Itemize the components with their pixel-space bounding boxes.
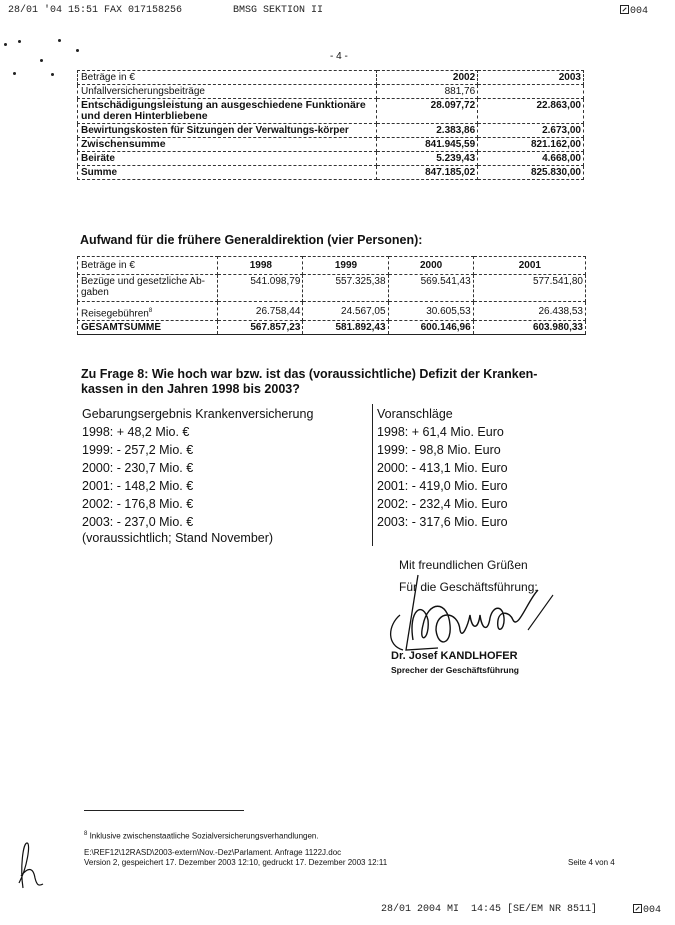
- value-2002: 841.945,59: [377, 138, 478, 152]
- fax-page-icon: [633, 904, 642, 913]
- value-2002: 5.239,43: [377, 152, 478, 166]
- header-cell: 2000: [388, 257, 473, 275]
- column-divider: [372, 404, 373, 546]
- row-label: Bezüge und gesetzliche Ab-gaben: [78, 275, 218, 302]
- closing-greeting: Mit freundlichen Grüßen: [399, 558, 528, 572]
- header-cell: 1999: [303, 257, 388, 275]
- header-cell: 2003: [478, 71, 584, 85]
- list-item: 2003: - 237,0 Mio. €: [82, 515, 194, 529]
- list-item: 2002: - 232,4 Mio. Euro: [377, 497, 508, 511]
- list-item: 2003: - 317,6 Mio. Euro: [377, 515, 508, 529]
- value-1998: 26.758,44: [218, 302, 303, 321]
- footnote: [84, 829, 319, 842]
- list-item: 1999: - 257,2 Mio. €: [82, 443, 194, 457]
- footnote-text: Inklusive zwischenstaatliche Sozialversicherungsverhandlungen.: [89, 831, 319, 841]
- voranschlaege-list: [377, 405, 508, 531]
- table-row: [78, 124, 584, 138]
- table-row: [78, 99, 584, 124]
- table-row: [78, 166, 584, 180]
- table-row: [78, 302, 586, 321]
- list-item: 2001: - 419,0 Mio. Euro: [377, 479, 508, 493]
- table-row-total: [78, 321, 586, 335]
- value-2003: 825.830,00: [478, 166, 584, 180]
- table-row: [78, 85, 584, 99]
- table-row: [78, 152, 584, 166]
- value-1998: 541.098,79: [218, 275, 303, 302]
- row-label: Zwischensumme: [78, 138, 377, 152]
- value-2001: 603.980,33: [473, 321, 585, 335]
- list-item: 1998: + 48,2 Mio. €: [82, 425, 190, 439]
- table-header-row: [78, 71, 584, 85]
- list-item: 1998: + 61,4 Mio. Euro: [377, 425, 504, 439]
- scan-speck: [13, 72, 16, 75]
- generaldirektion-costs-table: [77, 256, 586, 335]
- header-cell: 2002: [377, 71, 478, 85]
- list-note: (voraussichtlich; Stand November): [82, 531, 274, 545]
- scan-speck: [76, 49, 79, 52]
- value-2003: [478, 85, 584, 99]
- list-item: 2000: - 413,1 Mio. Euro: [377, 461, 508, 475]
- scan-speck: [58, 39, 61, 42]
- value-1999: 24.567,05: [303, 302, 388, 321]
- scan-speck: [40, 59, 43, 62]
- footnote-mark: 8: [84, 831, 88, 837]
- list-item: 2002: - 176,8 Mio. €: [82, 497, 194, 511]
- value-2003: 22.863,00: [478, 99, 584, 124]
- header-cell: Beträge in €: [78, 71, 377, 85]
- fax-header-center: BMSG SEKTION II: [233, 5, 324, 16]
- row-label: Beiräte: [78, 152, 377, 166]
- fax-header-left: 28/01 '04 15:51 FAX 017158256: [8, 5, 183, 16]
- value-2002: 2.383,86: [377, 124, 478, 138]
- header-cell: Beträge in €: [78, 257, 218, 275]
- value-2000: 30.605,53: [388, 302, 473, 321]
- table-header-row: [78, 257, 586, 275]
- signatory-role: Sprecher der Geschäftsführung: [391, 665, 520, 675]
- fax-header-right: [620, 5, 648, 17]
- gebarungsergebnis-list: [82, 405, 313, 545]
- costs-table-2002-2003: [77, 70, 584, 180]
- value-2001: 577.541,80: [473, 275, 585, 302]
- list-title: Voranschläge: [377, 407, 453, 421]
- fax-page-icon: [620, 5, 629, 14]
- list-item: 2001: - 148,2 Mio. €: [82, 479, 194, 493]
- scan-speck: [18, 40, 21, 43]
- question-line-2: kassen in den Jahren 1998 bis 2003?: [81, 382, 300, 396]
- value-2003: 2.673,00: [478, 124, 584, 138]
- value-2002: 28.097,72: [377, 99, 478, 124]
- page-of-pages: Seite 4 von 4: [568, 858, 615, 867]
- section-title-generaldirektion: Aufwand für die frühere Generaldirektion (vier Personen):: [80, 233, 423, 247]
- footnote-ref: 8: [148, 308, 153, 314]
- value-2000: 600.146,96: [388, 321, 473, 335]
- fax-footer-right: [633, 904, 661, 916]
- table-row: [78, 275, 586, 302]
- row-label: GESAMTSUMME: [78, 321, 218, 335]
- header-cell: 2001: [473, 257, 585, 275]
- table-row: [78, 138, 584, 152]
- list-item: 2000: - 230,7 Mio. €: [82, 461, 194, 475]
- question-heading: [81, 367, 537, 397]
- page-number: - 4 -: [330, 51, 348, 62]
- footnote-separator: [84, 810, 244, 811]
- scan-speck: [51, 73, 54, 76]
- list-title: Gebarungsergebnis Krankenversicherung: [82, 407, 314, 421]
- scan-speck: [4, 43, 7, 46]
- row-label: Entschädigungsleistung an ausgeschiedene Funktionäre und deren Hinterbliebene: [78, 99, 377, 124]
- list-item: 1999: - 98,8 Mio. Euro: [377, 443, 501, 457]
- value-2003: 821.162,00: [478, 138, 584, 152]
- row-label: Unfallversicherungsbeiträge: [78, 85, 377, 99]
- fax-page-number: 004: [643, 905, 662, 916]
- row-label: Bewirtungskosten für Sitzungen der Verwaltungs-körper: [78, 124, 377, 138]
- file-path: E:\REF12\12RASD\2003-extern\Nov.-Dez\Parlament. Anfrage 1122J.doc: [84, 848, 342, 857]
- closing-for: Für die Geschäftsführung:: [399, 580, 538, 594]
- value-1999: 557.325,38: [303, 275, 388, 302]
- fax-footer-text: 28/01 2004 MI 14:45 [SE/EM NR 8511]: [381, 904, 598, 915]
- header-cell: 1998: [218, 257, 303, 275]
- value-2001: 26.438,53: [473, 302, 585, 321]
- handwritten-initial-icon: [5, 838, 45, 893]
- value-2003: 4.668,00: [478, 152, 584, 166]
- question-line-1: Zu Frage 8: Wie hoch war bzw. ist das (voraussichtliche) Defizit der Kranken-: [81, 367, 538, 381]
- value-2002: 847.185,02: [377, 166, 478, 180]
- file-version: Version 2, gespeichert 17. Dezember 2003 12:10, gedruckt 17. Dezember 2003 12:11: [84, 858, 388, 867]
- signatory-name: Dr. Josef KANDLHOFER: [391, 650, 518, 662]
- fax-page-number: 004: [630, 6, 649, 17]
- row-label: [78, 302, 218, 321]
- value-2000: 569.541,43: [388, 275, 473, 302]
- row-label-text: Reisegebühren: [81, 308, 149, 320]
- value-1998: 567.857,23: [218, 321, 303, 335]
- value-2002: 881,76: [377, 85, 478, 99]
- row-label: Summe: [78, 166, 377, 180]
- value-1999: 581.892,43: [303, 321, 388, 335]
